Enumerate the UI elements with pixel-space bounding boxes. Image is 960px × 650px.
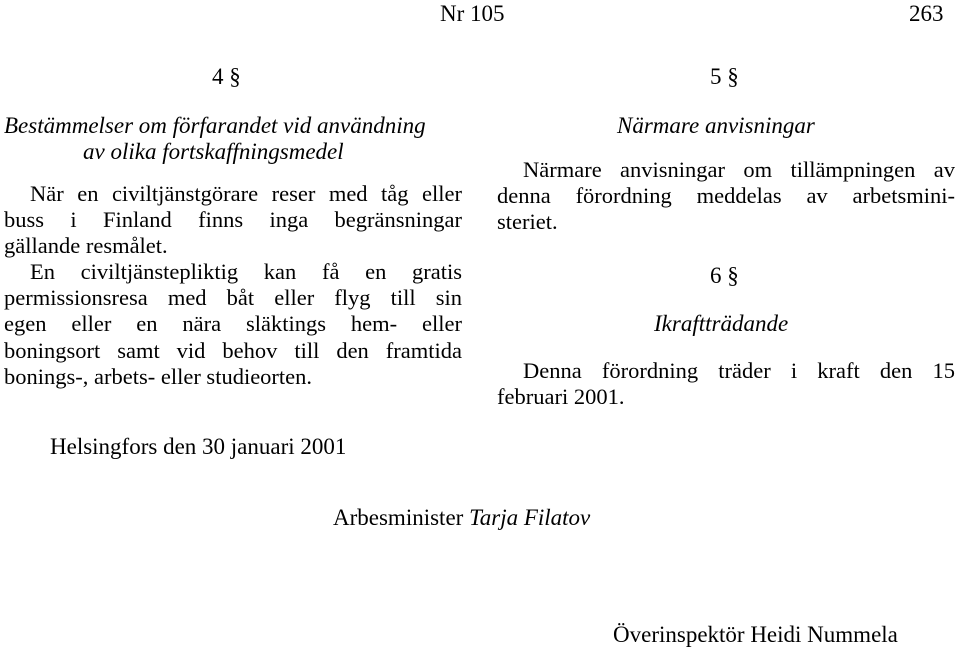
text-line: gällande resmålet. [4, 233, 168, 259]
minister-role: Arbesminister [333, 505, 464, 530]
text-line: En civiltjänstepliktig kan få en gratis [30, 259, 462, 284]
text-line: Närmare anvisningar om tillämpningen av [523, 157, 955, 182]
section-4-title-line1: Bestämmelser om förfarandet vid användning [4, 113, 426, 138]
text-line: bonings-, arbets- eller studieorten. [4, 363, 313, 389]
text-line: boningsort samt vid behov till den framtida [4, 337, 462, 363]
text-line: permissionsresa med båt eller flyg till sin [4, 285, 462, 311]
signature-minister [333, 504, 590, 532]
text-line: buss i Finland finns inga begränsningar [4, 207, 462, 233]
section-6-number: 6 § [710, 263, 739, 288]
section-5-number: 5 § [710, 64, 739, 89]
section-5-title: Närmare anvisningar [617, 113, 815, 138]
page-number: 263 [909, 1, 944, 26]
text-line: Denna förordning träder i kraft den 15 [523, 358, 955, 383]
text-line: steriet. [497, 209, 558, 235]
text-line: När en civiltjänstgörare reser med tåg eller [30, 181, 462, 206]
minister-name: Tarja Filatov [469, 505, 591, 530]
section-6-title: Ikraftträdande [654, 311, 789, 336]
section-4-paragraph-2 [4, 259, 462, 390]
issue-number: Nr 105 [440, 1, 505, 26]
place-and-date: Helsingfors den 30 januari 2001 [50, 434, 347, 459]
section-4-title-line2: av olika fortskaffningsmedel [83, 139, 344, 164]
text-line: egen eller en nära släktings hem- eller [4, 311, 462, 337]
signature-inspector: Överinspektör Heidi Nummela [613, 622, 898, 647]
section-4-number: 4 § [212, 64, 241, 89]
section-4-paragraph-1 [4, 181, 462, 260]
text-line: februari 2001. [497, 384, 625, 410]
section-6-paragraph-1 [497, 358, 955, 410]
section-5-paragraph-1 [497, 157, 955, 236]
text-line: denna förordning meddelas av arbetsmini- [497, 183, 955, 209]
